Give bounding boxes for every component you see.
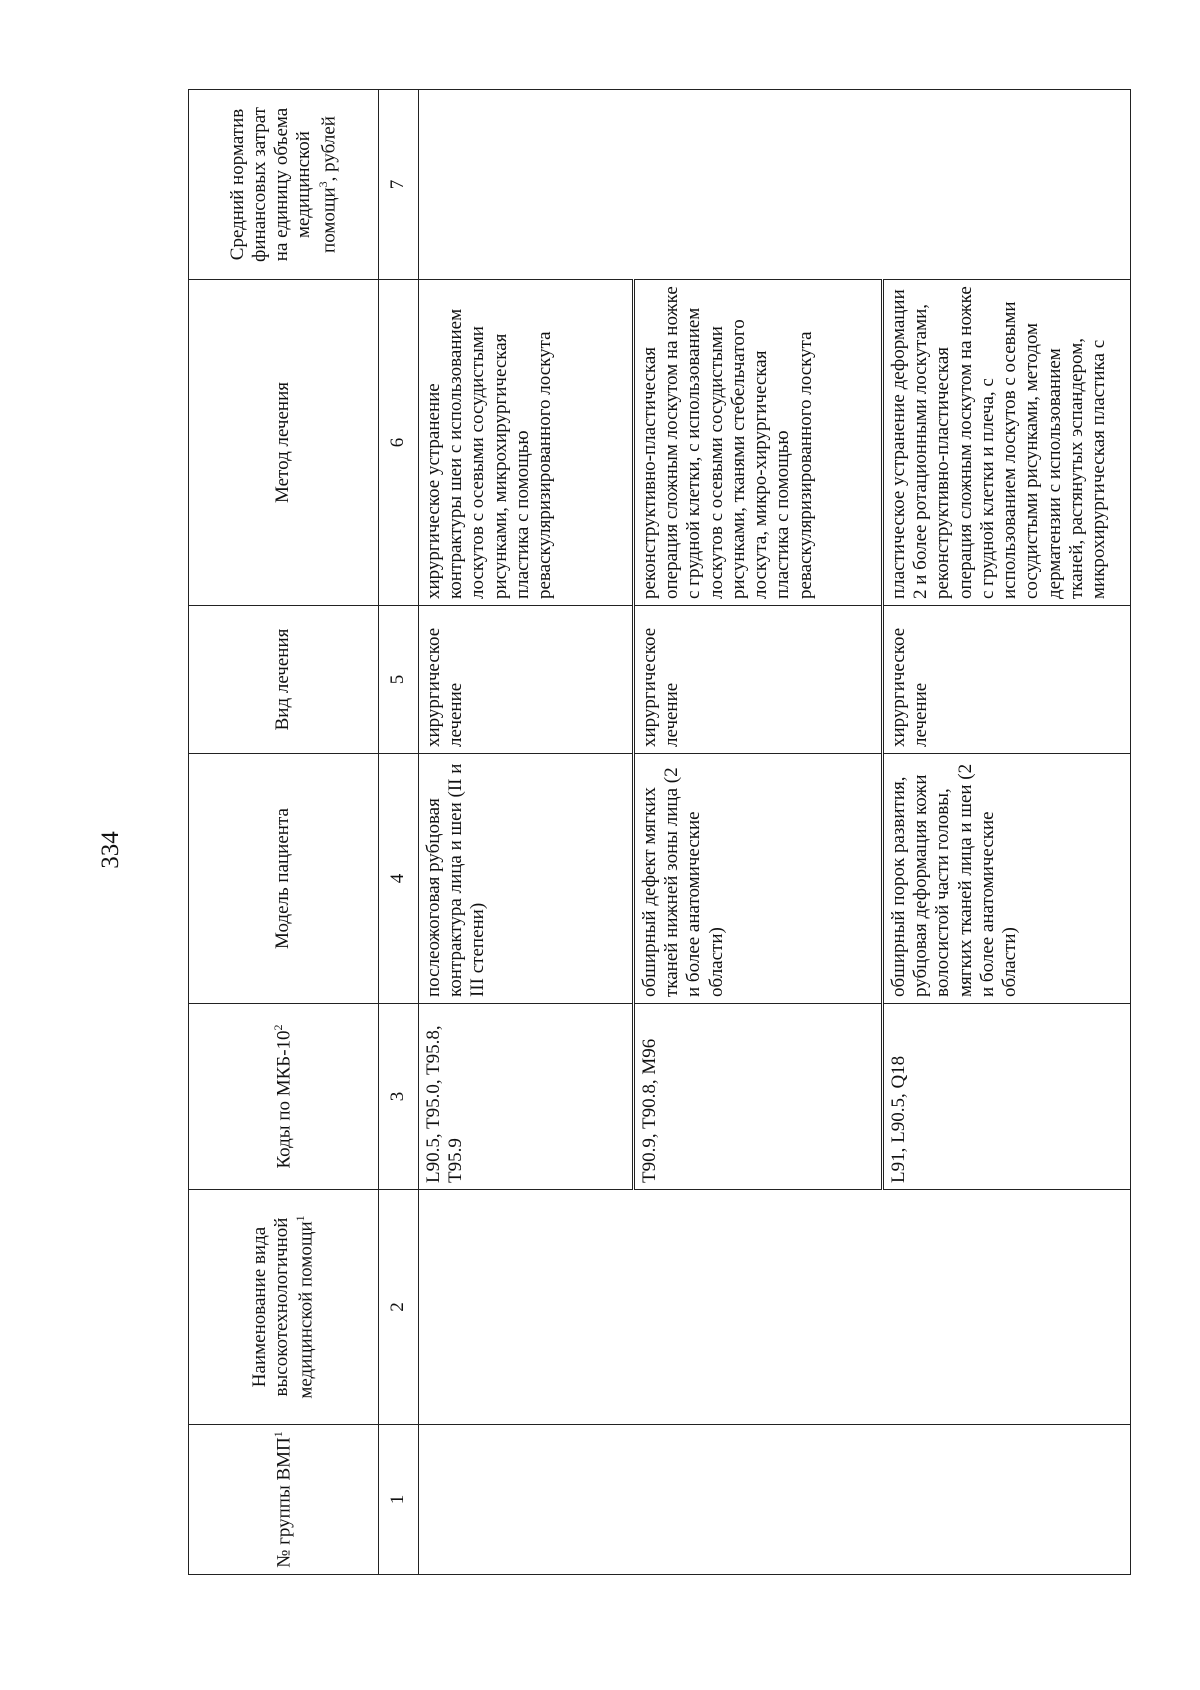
treatment-type-cell: хирургическое лечение <box>634 606 883 754</box>
header-patient-model: Модель пациента <box>189 754 379 1004</box>
vmp-table <box>188 89 1131 1575</box>
column-number: 5 <box>379 606 419 754</box>
column-number: 6 <box>379 280 419 606</box>
rotated-table-container <box>188 90 1108 1575</box>
group-number-cell <box>419 1425 1131 1575</box>
treatment-type-cell: хирургическое лечение <box>419 606 634 754</box>
header-group-number: № группы ВМП$^1$ <box>189 1425 379 1575</box>
header-vmp-name: Наименование вида высокотехнологичной медицинской помощи$^1$ <box>189 1190 379 1425</box>
patient-model-cell: послеожоговая рубцовая контрактура лица и шеи (II и III степени) <box>419 754 634 1004</box>
treatment-type-cell: хирургическое лечение <box>883 606 1131 754</box>
patient-model-cell: обширный дефект мягких тканей нижней зоны лица (2 и более анатомические области) <box>634 754 883 1004</box>
icd-codes-cell: T90.9, T90.8, M96 <box>634 1004 883 1190</box>
treatment-method-cell: хирургическое устранение контрактуры шеи с использованием лоскутов с осевыми сосудистыми рисунками, микрохирургическая пластика с помощью реваскуляризированного лоскута <box>419 280 634 606</box>
column-number: 4 <box>379 754 419 1004</box>
treatment-method-cell: пластическое устранение деформации 2 и более ротационными лоскутами, реконструктивно-пластическая операция сложным лоскутом на ножке с грудной клетки и плеча, с использованием лоскутов с осевыми сосудистыми рисунками, методом дерматензии с использованием тканей, растянутых эспандером, микрохирургическая пластика с <box>883 280 1131 606</box>
column-number: 2 <box>379 1190 419 1425</box>
column-number: 1 <box>379 1425 419 1575</box>
header-row <box>189 90 379 1575</box>
column-number-row <box>379 90 419 1575</box>
cost-cell <box>419 90 1131 280</box>
column-number: 7 <box>379 90 419 280</box>
header-treatment-type: Вид лечения <box>189 606 379 754</box>
vmp-name-cell <box>419 1190 1131 1425</box>
header-icd-codes: Коды по МКБ-$10^2$ <box>189 1004 379 1190</box>
header-treatment-method: Метод лечения <box>189 280 379 606</box>
icd-codes-cell: L91, L90.5, Q18 <box>883 1004 1131 1190</box>
table-row <box>419 90 634 1575</box>
patient-model-cell: обширный порок развития, рубцовая деформация кожи волосистой части головы, мягких тканей лица и шеи (2 и более анатомические области) <box>883 754 1131 1004</box>
column-number: 3 <box>379 1004 419 1190</box>
icd-codes-cell: L90.5, T95.0, T95.8, T95.9 <box>419 1004 634 1190</box>
treatment-method-cell: реконструктивно-пластическая операция сложным лоскутом на ножке с грудной клетки, с использованием лоскутов с осевыми сосудистыми рисунками, тканями стебельчатого лоскута, микро-хирургическая пластика с помощью реваскуляризированного лоскута <box>634 280 883 606</box>
header-cost-standard: Средний норматив финансовых затрат на единицу объема медицинской помощи$^3$, рублей <box>189 90 379 280</box>
page-number: 334 <box>97 831 124 869</box>
